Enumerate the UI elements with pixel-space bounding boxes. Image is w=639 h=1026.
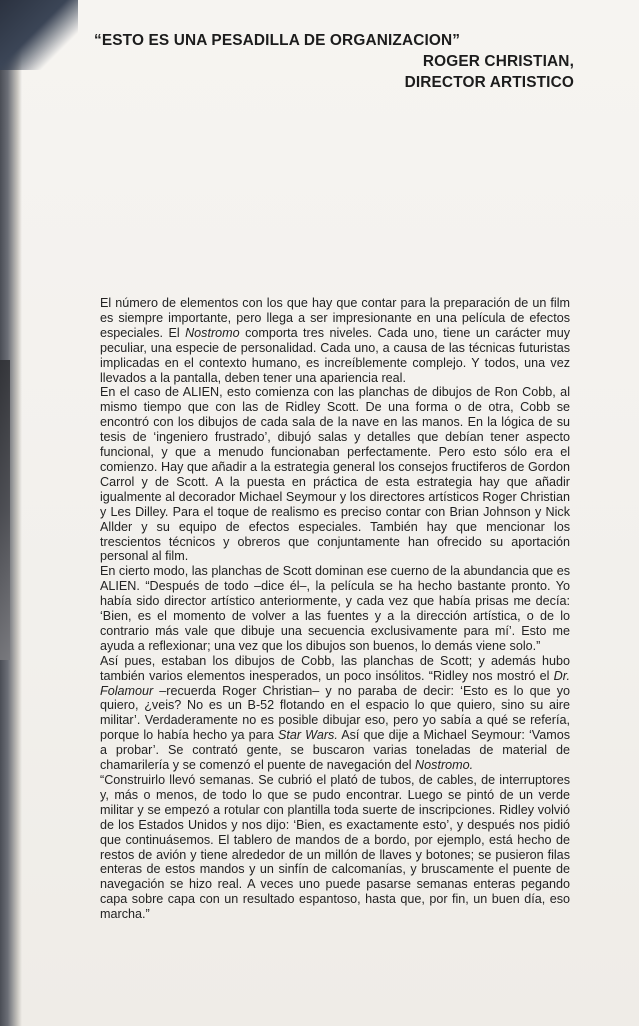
- italic-title: Star Wars.: [277, 728, 338, 743]
- text-run: “Construirlo llevó semanas. Se cubrió el plató de tubos, de cables, de interruptores y, más o menos, de todo lo que se pudo encontrar. Luego se pintó de un verde militar y se empezó a rotular con plantilla toda suerte de inscripciones. Ridley volvió de los Estados Unidos y nos dijo: ‘Bien, es exactamente esto’, y después nos pidió que continuásemos. El tablero de mandos de a bordo, por ejemplo, está hecho de restos de avión y tiene alrededor de un millón de llaves y botones; se pusieron filas enteras de estos mandos y un sinfín de calcomanías, y bruscamente el puente de navegación se hizo real. A veces uno puede pasarse semanas enteras pegando capa sobre capa con un resultado espantoso, hasta que, por fin, un buen día, eso marcha.”: [100, 773, 570, 922]
- text-run: Así que dije a Michael Seymour: ‘Vamos a probar’. Se contrató gente, se buscaron varias toneladas de material de chamarilería y se comenzó el puente de navegación del: [100, 728, 570, 773]
- paragraph: [100, 296, 570, 385]
- article-header: [94, 30, 574, 93]
- text-run: –recuerda Roger Christian– y no paraba de decir: ‘Esto es lo que yo quiero, ¿veis? No es un B-52 flotando en el espacio lo que quiero, sino su aire militar’. Verdaderamente no es posible dibujar eso, pero yo sabía a qué se refería, porque lo había hecho ya para: [100, 683, 570, 743]
- italic-title: Nostromo: [185, 325, 240, 340]
- article-title: “ESTO ES UNA PESADILLA DE ORGANIZACION”: [94, 32, 461, 49]
- paragraph: [100, 564, 570, 653]
- text-run: En cierto modo, las planchas de Scott dominan ese cuerno de la abundancia que es ALIEN. “Después de todo –dice él–, la película se ha hecho bastante pronto. Yo había sido director artístico anteriormente, y cada vez que había prisas me decía: ‘Bien, es el momento de volver a las fuentes y a la dirección artística, o de lo contrario más vale que dibuje una secuencia exclusivamente para mí’. Esto me ayuda a reflexionar; una vez que los dibujos son buenos, lo demás viene solo.”: [100, 564, 570, 653]
- quote-author: ROGER CHRISTIAN,: [422, 53, 574, 70]
- author-role: DIRECTOR ARTISTICO: [404, 74, 574, 91]
- italic-title: Nostromo.: [415, 758, 474, 773]
- italic-title: Dr. Folamour: [100, 668, 570, 698]
- paragraph: [100, 654, 570, 773]
- paragraph: [100, 773, 570, 922]
- text-run: El número de elementos con los que hay que contar para la preparación de un film es siempre importante, pero llega a ser impresionante en una película de efectos especiales. El: [100, 296, 570, 340]
- text-run: comporta tres niveles. Cada uno, tiene un carácter muy peculiar, una especie de personalidad. Cada uno, a causa de las técnicas futuristas implicadas en el contexto humano, es increíblemente complejo. Y todos, una vez llevados a la pantalla, deben tener una apariencia real.: [100, 325, 570, 385]
- article-body: [100, 296, 570, 922]
- left-photo-strip: [0, 360, 10, 660]
- corner-photo-fragment: [0, 0, 78, 70]
- text-run: En el caso de ALIEN, esto comienza con las planchas de dibujos de Ron Cobb, al mismo tiempo que con las de Ridley Scott. De una forma o de otra, Cobb se encontró con los dibujos de cada sala de la nave en las manos. En la lógica de su tesis de ‘ingeniero frustrado’, dibujó salas y detalles que debían tener aspecto funcional, y que a menudo funcionaban perfectamente. Pero esto sólo era el comienzo. Hay que añadir a la estrategia general los consejos fructiferos de Gordon Carrol y de Scott. A la puesta en práctica de esta estrategia hay que añadir igualmente al decorador Michael Seymour y los directores artísticos Roger Christian y Les Dilley. Para el toque de realismo es preciso contar con Brian Johnson y Nick Allder y su equipo de efectos especiales. También hay que mencionar los trescientos técnicos y obreros que conjuntamente han ofrecido su aportación personal al film.: [100, 385, 570, 564]
- paragraph: [100, 385, 570, 564]
- text-run: Así pues, estaban los dibujos de Cobb, las planchas de Scott; y además hubo también varios elementos inesperados, un poco insólitos. “Ridley nos mostró el: [100, 653, 570, 683]
